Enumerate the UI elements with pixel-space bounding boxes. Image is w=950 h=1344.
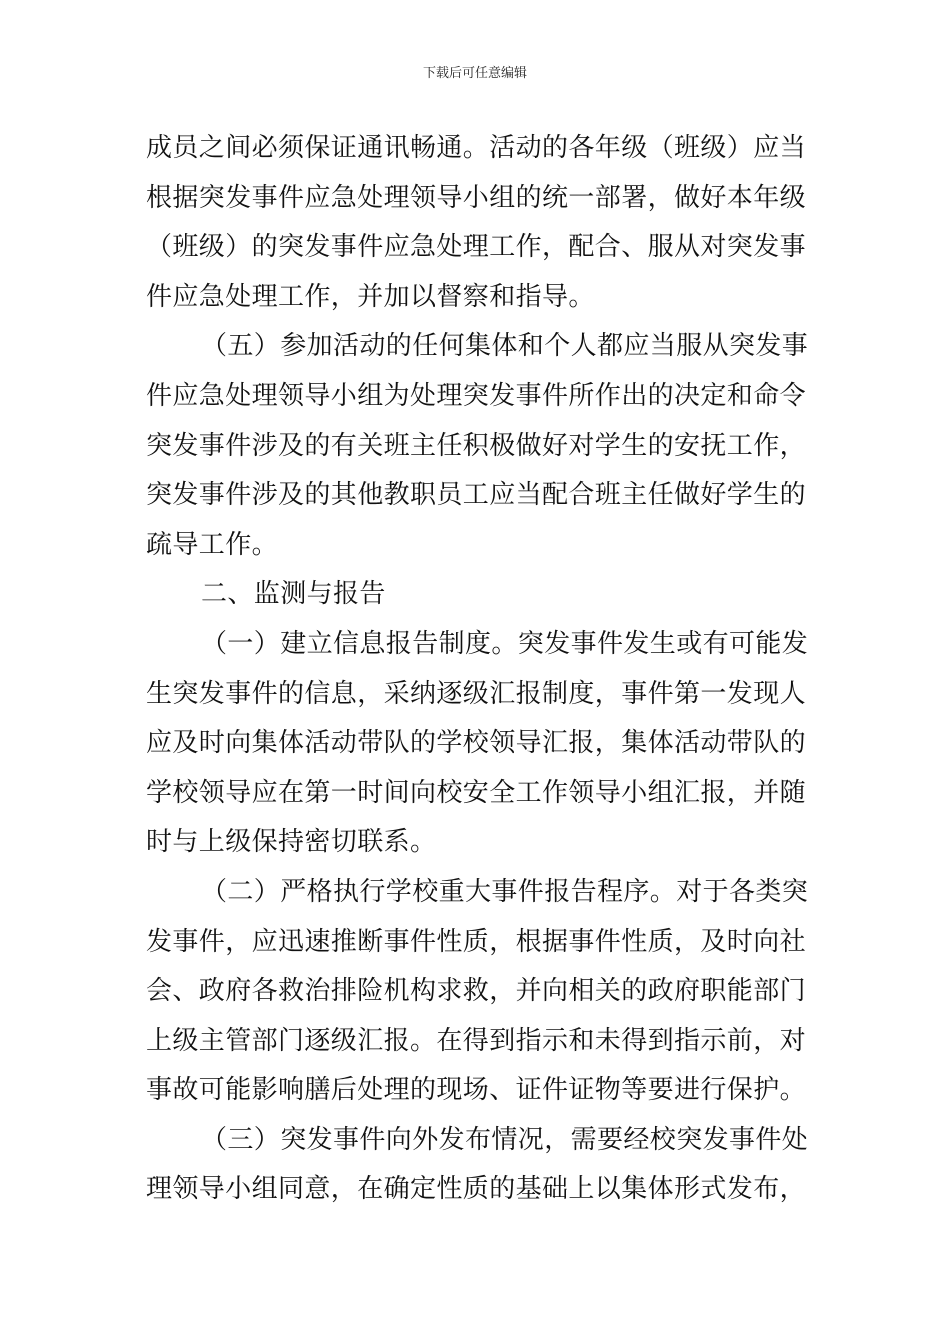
text-line: （二）严格执行学校重大事件报告程序。对于各类突 bbox=[201, 876, 809, 907]
text-line: （一）建立信息报告制度。突发事件发生或有可能发 bbox=[201, 628, 809, 659]
text-line: 件应急处理工作，并加以督察和指导。 bbox=[146, 281, 595, 312]
text-line: 应及时向集体活动带队的学校领导汇报，集体活动带队的 bbox=[146, 728, 807, 759]
text-line: （五）参加活动的任何集体和个人都应当服从突发事 bbox=[201, 331, 809, 362]
text-line: （三）突发事件向外发布情况，需要经校突发事件处 bbox=[201, 1124, 809, 1155]
text-line: 根据突发事件应急处理领导小组的统一部署，做好本年级 bbox=[146, 182, 807, 213]
text-line: 突发事件涉及的有关班主任积极做好对学生的安抚工作， bbox=[146, 430, 807, 461]
text-line: 事故可能影响膳后处理的现场、证件证物等要进行保护。 bbox=[146, 1075, 807, 1106]
document-body bbox=[146, 124, 810, 1215]
text-line: 发事件，应迅速推断事件性质，根据事件性质，及时向社 bbox=[146, 926, 807, 957]
text-line: 突发事件涉及的其他教职员工应当配合班主任做好学生的 bbox=[146, 480, 807, 511]
text-line: 理领导小组同意，在确定性质的基础上以集体形式发布， bbox=[146, 1174, 807, 1205]
text-line: 疏导工作。 bbox=[146, 529, 279, 560]
text-line: 上级主管部门逐级汇报。在得到指示和未得到指示前，对 bbox=[146, 1025, 807, 1056]
text-line: 件应急处理领导小组为处理突发事件所作出的决定和命令 bbox=[146, 380, 807, 411]
text-line: 学校领导应在第一时间向校安全工作领导小组汇报，并随 bbox=[146, 777, 807, 808]
text-line: 二、监测与报告 bbox=[201, 579, 386, 610]
text-line: 生突发事件的信息，采纳逐级汇报制度，事件第一发现人 bbox=[146, 678, 807, 709]
page-header: 下载后可任意编辑 bbox=[422, 66, 527, 81]
text-line: 成员之间必须保证通讯畅通。活动的各年级（班级）应当 bbox=[146, 133, 807, 163]
text-line: 时与上级保持密切联系。 bbox=[146, 827, 437, 858]
text-line: （班级）的突发事件应急处理工作，配合、服从对突发事 bbox=[146, 232, 807, 263]
text-line: 会、政府各救治排险机构求救，并向相关的政府职能部门 bbox=[146, 976, 807, 1007]
